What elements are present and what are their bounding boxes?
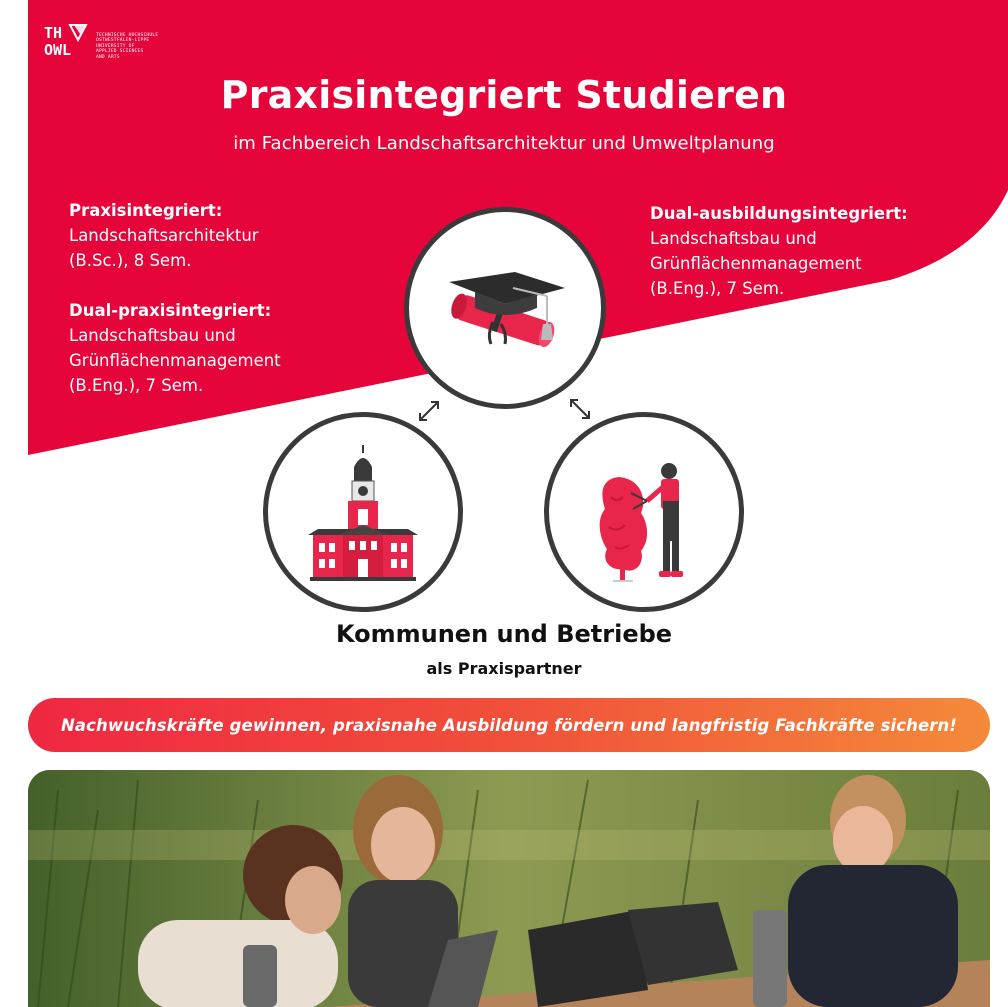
page-subtitle: im Fachbereich Landschaftsarchitektur und Umweltplanung xyxy=(233,133,775,154)
students-photo xyxy=(28,770,990,1007)
logo-mark xyxy=(44,22,90,64)
logo-text-line: OSTWESTFALEN-LIPPE xyxy=(96,38,150,44)
slogan-banner xyxy=(28,698,990,752)
students-outdoor-image xyxy=(28,770,990,1007)
municipality-circle xyxy=(263,412,463,612)
program-line: (B.Eng.), 7 Sem. xyxy=(650,279,785,298)
program-line: Landschaftsarchitektur xyxy=(69,226,259,245)
program-dual-ausbildungsintegriert xyxy=(650,201,908,301)
logo-mark-line2: OWL xyxy=(44,41,72,59)
logo-text-line: APPLIED SCIENCES xyxy=(96,49,144,55)
logo-mark-line1: TH xyxy=(44,24,63,42)
logo-text xyxy=(96,33,158,60)
program-line: Grünflächenmanagement xyxy=(69,351,281,370)
program-praxisintegriert xyxy=(69,198,259,273)
page-title: Praxisintegriert Studieren xyxy=(220,73,788,117)
program-line: Landschaftsbau und xyxy=(69,326,236,345)
slogan-text: Nachwuchskräfte gewinnen, praxisnahe Ausbildung fördern und langfristig Fachkräfte sichern! xyxy=(60,715,958,735)
partners-subtitle: als Praxispartner xyxy=(426,659,582,678)
company-circle xyxy=(544,412,744,612)
program-dual-praxisintegriert xyxy=(69,298,281,398)
graduation-cap-diploma-icon xyxy=(409,212,601,404)
logo-text-line: TECHNISCHE HOCHSCHULE xyxy=(96,33,159,38)
logo-text-line: AND ARTS xyxy=(96,54,120,60)
program-line: (B.Sc.), 8 Sem. xyxy=(69,251,192,270)
program-heading: Dual-ausbildungsintegriert: xyxy=(650,204,908,223)
program-line: Grünflächenmanagement xyxy=(650,254,862,273)
program-heading: Dual-praxisintegriert: xyxy=(69,301,272,320)
program-line: (B.Eng.), 7 Sem. xyxy=(69,376,204,395)
town-hall-building-icon xyxy=(268,417,458,607)
partners-title: Kommunen und Betriebe xyxy=(335,620,673,648)
program-line: Landschaftsbau und xyxy=(650,229,817,248)
th-owl-logo[interactable] xyxy=(44,22,158,64)
university-circle xyxy=(404,207,606,409)
logo-text-line: UNIVERSITY OF xyxy=(96,43,135,49)
gardener-hedge-trimming-icon xyxy=(549,417,739,607)
logo-triangle-icon xyxy=(68,22,90,44)
program-heading: Praxisintegriert: xyxy=(69,201,223,220)
